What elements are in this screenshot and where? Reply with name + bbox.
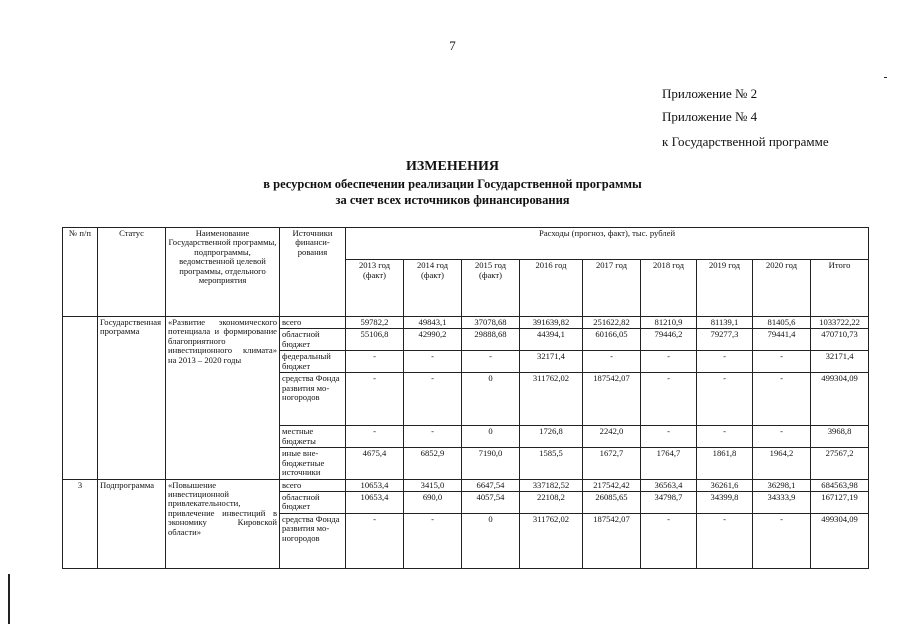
row-source: местные бюджеты (280, 426, 346, 448)
header-total: Итого (811, 260, 869, 317)
cell-value: - (697, 351, 753, 373)
cell-value: - (753, 373, 811, 426)
cell-value: - (404, 513, 462, 568)
cell-total: 470710,73 (811, 329, 869, 351)
table-header-row (63, 228, 869, 260)
cell-total: 684563,98 (811, 479, 869, 491)
cell-value: 81210,9 (641, 317, 697, 329)
row-source: средства Фонда развития моногородов (280, 513, 346, 568)
cell-value: 311762,02 (520, 373, 583, 426)
header-year: 2020 год (753, 260, 811, 317)
cell-value: - (346, 373, 404, 426)
cell-value: - (753, 351, 811, 373)
cell-value: - (641, 373, 697, 426)
cell-total: 27567,2 (811, 448, 869, 479)
cell-value: 81405,6 (753, 317, 811, 329)
header-year: 2017 год (583, 260, 641, 317)
cell-value: - (583, 351, 641, 373)
appendix-line-1: Приложение № 2 (662, 86, 758, 101)
cell-value: 690,0 (404, 491, 462, 513)
cell-value: 2242,0 (583, 426, 641, 448)
scan-mark (884, 77, 887, 78)
cell-total: 499304,09 (811, 513, 869, 568)
row-source: областной бюджет (280, 329, 346, 351)
document-subtitle-2: за счет всех источников финансирования (335, 193, 570, 207)
cell-value: - (753, 426, 811, 448)
cell-value: 4057,54 (462, 491, 520, 513)
appendix-line-3: к Государственной программе (662, 134, 829, 149)
row-status: Подпрограмма (98, 479, 166, 568)
cell-value: 34399,8 (697, 491, 753, 513)
cell-value: 6852,9 (404, 448, 462, 479)
cell-total: 1033722,22 (811, 317, 869, 329)
cell-value: - (697, 373, 753, 426)
cell-value: 3415,0 (404, 479, 462, 491)
cell-value: 34798,7 (641, 491, 697, 513)
document-title: ИЗМЕНЕНИЯ (406, 159, 499, 174)
header-year: 2018 год (641, 260, 697, 317)
row-num: 3 (63, 479, 98, 568)
cell-value: 81139,1 (697, 317, 753, 329)
cell-value: 34333,9 (753, 491, 811, 513)
cell-value: - (697, 426, 753, 448)
row-name: «Развитие экономического потенциала и формирование благоприятного инвестиционного климата» на 2013 – 2020 годы (166, 317, 280, 480)
cell-value: 22108,2 (520, 491, 583, 513)
cell-value: 187542,07 (583, 373, 641, 426)
row-name: «Повышение инвестиционной привлекательности, привлечение инвестиций в экономику Кировской области» (166, 479, 280, 568)
row-num (63, 317, 98, 480)
cell-value: - (641, 426, 697, 448)
cell-value: 0 (462, 513, 520, 568)
header-year: 2019 год (697, 260, 753, 317)
header-num: № п/п (63, 228, 98, 317)
cell-value: - (404, 373, 462, 426)
row-source: областной бюджет (280, 491, 346, 513)
cell-total: 167127,19 (811, 491, 869, 513)
cell-value: 311762,02 (520, 513, 583, 568)
cell-value: 59782,2 (346, 317, 404, 329)
cell-value: 55106,8 (346, 329, 404, 351)
table-row (63, 479, 869, 491)
row-source: всего (280, 479, 346, 491)
cell-value: 1861,8 (697, 448, 753, 479)
cell-value: 337182,52 (520, 479, 583, 491)
cell-value: 1726,8 (520, 426, 583, 448)
cell-value: 36298,1 (753, 479, 811, 491)
cell-value: 79446,2 (641, 329, 697, 351)
cell-value: 79277,3 (697, 329, 753, 351)
cell-value: 1585,5 (520, 448, 583, 479)
cell-total: 32171,4 (811, 351, 869, 373)
row-source: всего (280, 317, 346, 329)
cell-value: 10653,4 (346, 491, 404, 513)
header-name: Наименование Государственной программы, подпрограммы, ведомственной целевой программы, отдельного мероприятия (166, 228, 280, 317)
appendix-line-2: Приложение № 4 (662, 109, 758, 124)
row-source: федеральный бюджет (280, 351, 346, 373)
cell-value: 187542,07 (583, 513, 641, 568)
table-row (63, 317, 869, 329)
cell-value: 60166,05 (583, 329, 641, 351)
cell-value: 0 (462, 426, 520, 448)
header-year: 2013 год (факт) (346, 260, 404, 317)
cell-value: - (697, 513, 753, 568)
cell-value: 4675,4 (346, 448, 404, 479)
cell-value: 391639,82 (520, 317, 583, 329)
header-source: Источники финансирования (280, 228, 346, 317)
cell-value: 29888,68 (462, 329, 520, 351)
row-status: Государственная программа (98, 317, 166, 480)
cell-value: 37078,68 (462, 317, 520, 329)
cell-value: - (404, 351, 462, 373)
cell-value: 217542,42 (583, 479, 641, 491)
cell-value: 0 (462, 373, 520, 426)
cell-value: 6647,54 (462, 479, 520, 491)
cell-value: - (404, 426, 462, 448)
cell-value: 36261,6 (697, 479, 753, 491)
header-year: 2016 год (520, 260, 583, 317)
cell-value: 1764,7 (641, 448, 697, 479)
cell-value: 79441,4 (753, 329, 811, 351)
cell-value: 1964,2 (753, 448, 811, 479)
cell-value: 251622,82 (583, 317, 641, 329)
cell-value: 32171,4 (520, 351, 583, 373)
row-source: иные внебюджетные источники (280, 448, 346, 479)
document-subtitle-1: в ресурсном обеспечении реализации Государственной программы (263, 177, 642, 191)
header-status: Статус (98, 228, 166, 317)
resource-table (62, 227, 869, 569)
cell-value: - (641, 513, 697, 568)
cell-value: - (462, 351, 520, 373)
cell-total: 3968,8 (811, 426, 869, 448)
cell-value: 1672,7 (583, 448, 641, 479)
cell-value: - (346, 426, 404, 448)
header-year: 2014 год (факт) (404, 260, 462, 317)
row-source: средства Фонда развития моногородов (280, 373, 346, 426)
header-expenses: Расходы (прогноз, факт), тыс. рублей (346, 228, 869, 260)
scan-mark (8, 574, 10, 624)
cell-value: - (346, 513, 404, 568)
cell-value: - (346, 351, 404, 373)
cell-value: 42990,2 (404, 329, 462, 351)
cell-value: 44394,1 (520, 329, 583, 351)
header-year: 2015 год (факт) (462, 260, 520, 317)
page-number: 7 (449, 38, 456, 53)
cell-value: 26085,65 (583, 491, 641, 513)
cell-value: 7190,0 (462, 448, 520, 479)
cell-value: 49843,1 (404, 317, 462, 329)
cell-value: 36563,4 (641, 479, 697, 491)
cell-value: - (641, 351, 697, 373)
cell-value: - (753, 513, 811, 568)
cell-total: 499304,09 (811, 373, 869, 426)
cell-value: 10653,4 (346, 479, 404, 491)
